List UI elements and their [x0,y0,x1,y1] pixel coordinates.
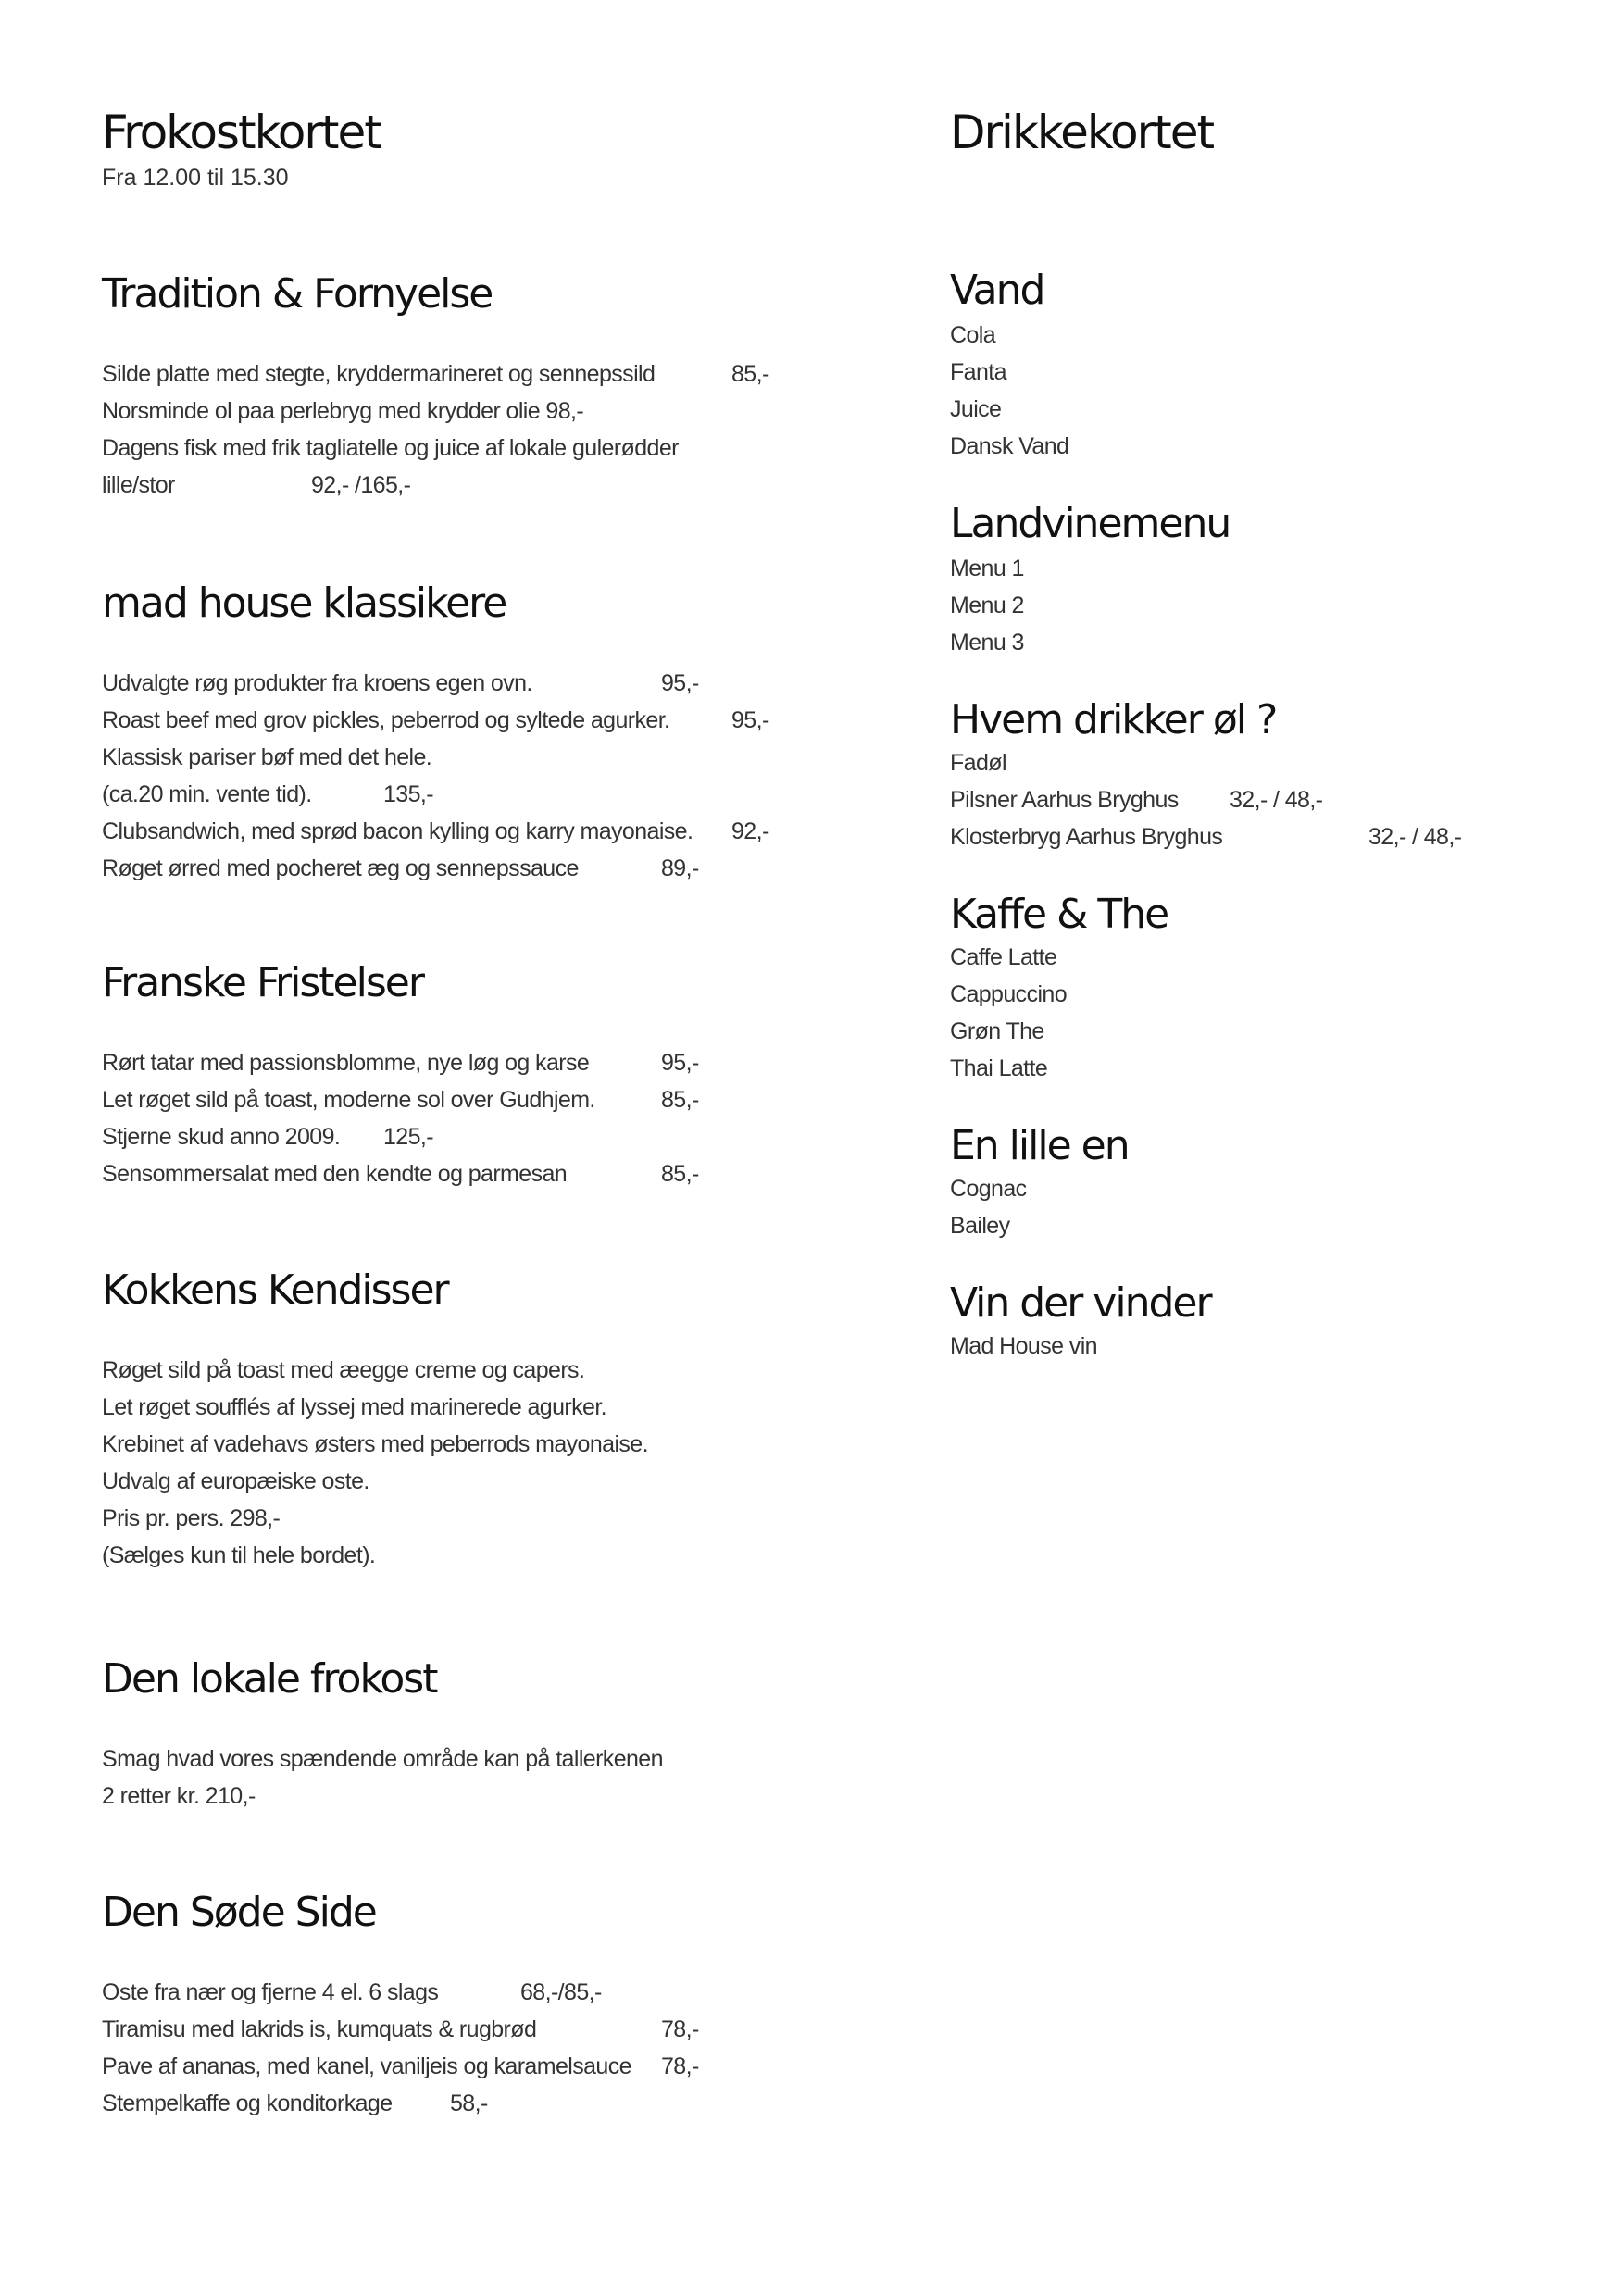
drink-item-text: Thai Latte [950,1055,1048,1081]
menu-item [102,356,769,393]
menu-item-price: 89,- [661,855,699,881]
menu-item-price: 68,-/85,- [520,1979,602,2005]
drink-item-text: Menu 1 [950,555,1024,581]
menu-item [102,665,699,702]
menu-item-text: Klassisk pariser bøf med det hele. [102,744,432,770]
menu-item-price: 95,- [661,670,699,696]
menu-item [102,2048,699,2085]
menu-item-text: Clubsandwich, med sprød bacon kylling og karry mayonaise. [102,818,693,844]
menu-item [102,1426,648,1463]
menu-item-text: Sensommersalat med den kendte og parmesan [102,1161,568,1187]
menu-item-price: 92,- [731,818,769,844]
section-heading-lille-en: En lille en [950,1122,1129,1169]
menu-item-text: Pave af ananas, med kanel, vaniljeis og karamelsauce [102,2053,631,2079]
menu-item-price: 58,- [450,2090,488,2116]
drink-item [950,818,1462,855]
menu-item-price: 125,- [383,1124,433,1150]
menu-item [102,1155,699,1192]
drink-item-text: Bailey [950,1213,1010,1239]
section-heading-vand: Vand [950,267,1044,314]
drink-item [950,354,1068,391]
menu-item-text: Stempelkaffe og konditorkage [102,2090,393,2116]
menu-item-price: 85,- [731,361,769,387]
section-list-vin [950,1328,1097,1365]
section-list-oel [950,744,1462,855]
drink-item-text: Cognac [950,1176,1027,1202]
menu-item [102,1974,631,2011]
section-list-kaffe [950,939,1067,1087]
menu-item [102,1352,648,1389]
drink-item-price: 32,- / 48,- [1368,824,1462,850]
lunch-hours: Fra 12.00 til 15.30 [102,165,289,191]
menu-item-price: 78,- [661,2016,699,2042]
drink-item-text: Grøn The [950,1018,1044,1044]
menu-item [102,1778,663,1815]
drink-item [950,1013,1067,1050]
menu-item-text: Silde platte med stegte, kryddermarineret og sennepssild [102,361,656,387]
section-heading-landvinemenu: Landvinemenu [950,500,1230,547]
menu-item [102,1741,663,1778]
section-heading-soede-side: Den Søde Side [102,1889,376,1936]
drink-item-text: Fanta [950,359,1006,385]
drink-item [950,744,1222,781]
menu-item-text: Pris pr. pers. 298,- [102,1505,281,1531]
menu-item [102,813,769,850]
menu-item-text: (ca.20 min. vente tid). [102,781,312,807]
section-heading-kaffe: Kaffe & The [950,891,1168,938]
drink-item-text: Menu 3 [950,630,1024,655]
menu-item [102,1537,648,1574]
menu-item [102,1118,595,1155]
menu-item [102,2085,631,2122]
menu-item-text: Let røget soufflés af lyssej med marinerede agurker. [102,1394,607,1420]
drink-item-text: Cola [950,322,996,348]
lunch-menu-title: Frokostkortet [102,106,381,159]
menu-item-text: Tiramisu med lakrids is, kumquats & rugbrød [102,2016,537,2042]
menu-item-text: Dagens fisk med frik tagliatelle og juice af lokale gulerødder [102,435,679,461]
menu-item-text: Roast beef med grov pickles, peberrod og syltede agurker. [102,707,670,733]
menu-item-text: Norsminde ol paa perlebryg med krydder olie 98,- [102,398,584,424]
drink-item-text: Juice [950,396,1002,422]
section-heading-klassikere: mad house klassikere [102,580,506,627]
menu-item-text: Udvalgte røg produkter fra kroens egen ovn. [102,670,532,696]
section-list-lokale-frokost [102,1741,663,1815]
drink-item [950,1328,1097,1365]
menu-item-price: 85,- [661,1161,699,1187]
drink-item-text: Dansk Vand [950,433,1069,459]
menu-item [102,776,693,813]
menu-item [102,1463,648,1500]
section-list-kendisser [102,1352,648,1574]
drink-item-text: Pilsner Aarhus Bryghus [950,787,1179,813]
menu-item-text: Udvalg af europæiske oste. [102,1468,369,1494]
menu-item [102,702,769,739]
drink-item [950,317,1068,354]
menu-item-price: 92,- /165,- [311,472,411,498]
drinks-menu-title: Drikkekortet [950,106,1214,159]
menu-item-text: lille/stor [102,472,175,498]
menu-item [102,2011,699,2048]
menu-item [102,850,699,887]
drink-item [950,391,1068,428]
drink-item [950,1170,1027,1207]
drink-item [950,976,1067,1013]
section-list-franske [102,1044,699,1192]
drink-item [950,624,1024,661]
menu-item-price: 85,- [661,1087,699,1113]
section-heading-lokale-frokost: Den lokale frokost [102,1655,437,1703]
section-list-lille-en [950,1170,1027,1244]
drink-item-text: Fadøl [950,750,1006,776]
menu-item-text: Smag hvad vores spændende område kan på tallerkenen [102,1746,663,1772]
drink-item-text: Cappuccino [950,981,1068,1007]
menu-item-price: 135,- [383,781,433,807]
drink-item [950,587,1024,624]
menu-item-text: Røget ørred med pocheret æg og sennepssauce [102,855,579,881]
menu-item-text: (Sælges kun til hele bordet). [102,1542,376,1568]
menu-item-text: Røget sild på toast med æegge creme og capers. [102,1357,585,1383]
drink-item-text: Menu 2 [950,593,1024,618]
section-list-klassikere [102,665,769,887]
menu-item-text: 2 retter kr. 210,- [102,1783,256,1809]
drink-item-text: Mad House vin [950,1333,1097,1359]
section-heading-vin: Vin der vinder [950,1279,1211,1327]
section-heading-tradition: Tradition & Fornyelse [102,270,493,318]
menu-item [102,1500,648,1537]
drink-item [950,1050,1067,1087]
menu-item-text: Stjerne skud anno 2009. [102,1124,341,1150]
menu-item-text: Let røget sild på toast, moderne sol over Gudhjem. [102,1087,595,1113]
menu-item-text: Krebinet af vadehavs østers med peberrods mayonaise. [102,1431,648,1457]
section-list-vand [950,317,1068,465]
drink-item-price: 32,- / 48,- [1230,787,1323,813]
section-heading-oel: Hvem drikker øl ? [950,696,1277,743]
menu-item [102,467,679,504]
menu-item [102,1389,648,1426]
drink-item [950,428,1068,465]
menu-item [102,1081,699,1118]
menu-item-text: Oste fra nær og fjerne 4 el. 6 slags [102,1979,439,2005]
section-list-tradition [102,356,769,504]
menu-item-price: 95,- [731,707,769,733]
menu-item [102,739,693,776]
drink-item-text: Caffe Latte [950,944,1057,970]
section-heading-franske: Franske Fristelser [102,959,423,1006]
drink-item [950,939,1067,976]
drink-item [950,1207,1027,1244]
drink-item [950,550,1024,587]
drink-item-text: Klosterbryg Aarhus Bryghus [950,824,1223,850]
menu-item [102,1044,699,1081]
section-heading-kendisser: Kokkens Kendisser [102,1267,448,1314]
drink-item [950,781,1323,818]
section-list-landvinemenu [950,550,1024,661]
menu-item [102,393,679,430]
section-list-soede-side [102,1974,699,2122]
menu-item [102,430,679,467]
menu-item-text: Rørt tatar med passionsblomme, nye løg og karse [102,1050,590,1076]
menu-item-price: 95,- [661,1050,699,1076]
menu-item-price: 78,- [661,2053,699,2079]
